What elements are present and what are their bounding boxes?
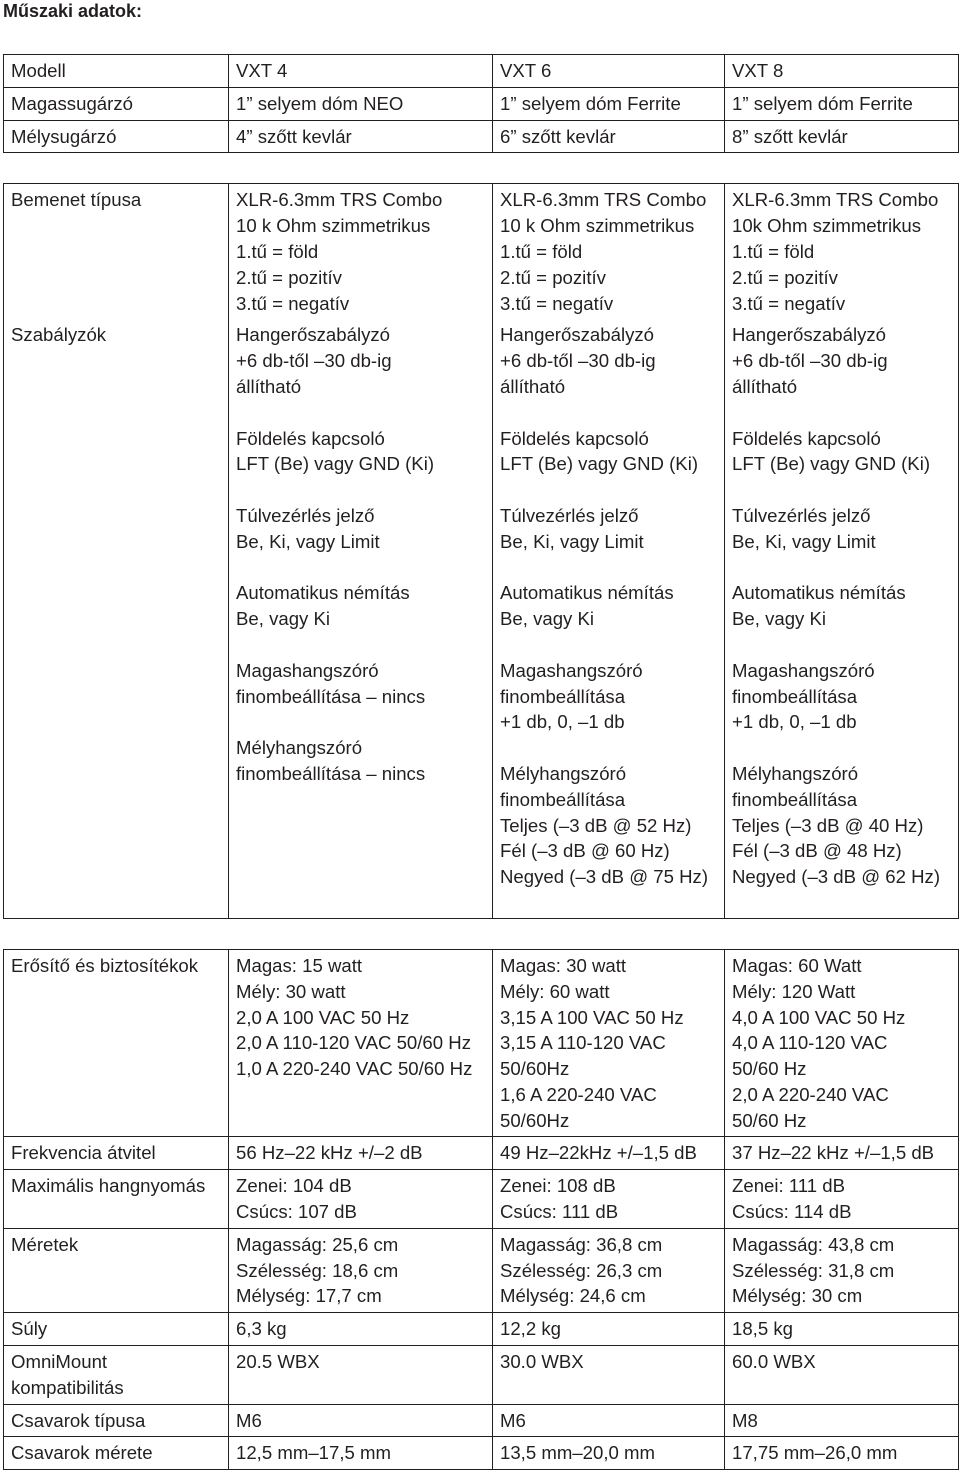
cell-line: LFT (Be) vagy GND (Ki) [732, 453, 931, 475]
table-cell [725, 1346, 959, 1405]
cell-line: Maximális hangnyomás [11, 1175, 206, 1197]
table-cell [493, 319, 725, 918]
cell-line: Magasság: 25,6 cm [236, 1233, 399, 1255]
cell-line: +6 db-től –30 db-ig [236, 350, 392, 372]
group-gap [732, 477, 958, 503]
group-gap [732, 400, 958, 426]
cell-line: Magas: 30 watt [500, 954, 627, 976]
cell-line: Csavarok típusa [11, 1409, 146, 1431]
table-cell [229, 949, 493, 1137]
table-row [4, 1137, 959, 1170]
table-row-input [4, 184, 959, 319]
cell-line: XLR-6.3mm TRS Combo [236, 189, 443, 211]
cell-line: Teljes (–3 dB @ 40 Hz) [732, 814, 924, 836]
table-cell [725, 1137, 959, 1170]
table-cell: 8” szőtt kevlár [725, 120, 959, 153]
table-row [4, 120, 959, 153]
cell-line: +1 db, 0, –1 db [500, 711, 625, 733]
table-row [4, 1404, 959, 1437]
cell-line: Mélyhangszóró [500, 762, 627, 784]
cell-line: 37 Hz–22 kHz +/–1,5 dB [732, 1142, 935, 1164]
table-cell [725, 1228, 959, 1312]
group-gap [236, 709, 492, 735]
cell-line: Automatikus némítás [732, 582, 906, 604]
cell-line: 1,0 A 220-240 VAC 50/60 Hz [236, 1058, 473, 1080]
cell-line: Be, vagy Ki [236, 608, 331, 630]
cell-line: 2.tű = pozitív [732, 266, 838, 288]
cell-line: 3.tű = negatív [500, 292, 614, 314]
cell-line: Mély: 120 Watt [732, 980, 856, 1002]
cell-line: 18,5 kg [732, 1318, 793, 1340]
cell-line: 2.tű = pozitív [236, 266, 342, 288]
table-cell [493, 1228, 725, 1312]
cell-line: Zenei: 104 dB [236, 1175, 352, 1197]
table-cell [229, 1404, 493, 1437]
table-cell [229, 1313, 493, 1346]
cell-line: Teljes (–3 dB @ 52 Hz) [500, 814, 692, 836]
table-spacer-row [4, 918, 959, 949]
spec-table [3, 54, 959, 1470]
group-gap [236, 555, 492, 581]
cell-line: Földelés kapcsoló [732, 427, 881, 449]
cell-line: Magasság: 43,8 cm [732, 1233, 895, 1255]
cell-line: 10k Ohm szimmetrikus [732, 215, 922, 237]
cell-line: Magas: 60 Watt [732, 954, 862, 976]
table-cell: 1” selyem dóm Ferrite [725, 87, 959, 120]
spec-table-body [4, 55, 959, 1470]
cell-line: Mély: 30 watt [236, 980, 346, 1002]
table-row [4, 1170, 959, 1229]
group-gap [236, 477, 492, 503]
cell-line: Automatikus némítás [236, 582, 410, 604]
row-label [4, 1313, 229, 1346]
page-title: Műszaki adatok: [3, 1, 143, 21]
table-spacer-row [4, 153, 959, 184]
table-cell [229, 319, 493, 918]
cell-line: Mélység: 24,6 cm [500, 1285, 646, 1307]
cell-line: 56 Hz–22 kHz +/–2 dB [236, 1142, 423, 1164]
table-cell [725, 319, 959, 918]
table-row [4, 87, 959, 120]
cell-line: M6 [500, 1409, 526, 1431]
table-cell [493, 1170, 725, 1229]
cell-line: 12,2 kg [500, 1318, 561, 1340]
cell-line: 1,6 A 220-240 VAC [500, 1083, 657, 1105]
cell-line: Frekvencia átvitel [11, 1142, 156, 1164]
table-cell [493, 1404, 725, 1437]
row-label [4, 1228, 229, 1312]
cell-line: Hangerőszabályzó [500, 324, 655, 346]
cell-line: 3,15 A 100 VAC 50 Hz [500, 1006, 684, 1028]
cell-line: 3.tű = negatív [236, 292, 350, 314]
cell-line: 50/60Hz [500, 1058, 570, 1080]
cell-line: +6 db-től –30 db-ig [732, 350, 888, 372]
cell-line: Csúcs: 107 dB [236, 1201, 357, 1223]
table-cell [725, 949, 959, 1137]
cell-line: 13,5 mm–20,0 mm [500, 1442, 656, 1464]
cell-line: 6,3 kg [236, 1318, 287, 1340]
cell-line: 10 k Ohm szimmetrikus [500, 215, 695, 237]
cell-line: OmniMount [11, 1351, 108, 1373]
cell-line: Méretek [11, 1233, 79, 1255]
table-cell [725, 1437, 959, 1470]
cell-line: 1.tű = föld [732, 240, 815, 262]
group-gap [732, 555, 958, 581]
cell-line: Súly [11, 1318, 48, 1340]
table-cell [229, 184, 493, 319]
cell-line: Mélyhangszóró [732, 762, 859, 784]
cell-line: +6 db-től –30 db-ig [500, 350, 656, 372]
table-row-model [4, 55, 959, 88]
table-cell [229, 1137, 493, 1170]
cell-line: Mélység: 17,7 cm [236, 1285, 382, 1307]
table-row [4, 1346, 959, 1405]
cell-line: 3,15 A 110-120 VAC [500, 1032, 666, 1054]
cell-line: Túlvezérlés jelző [500, 504, 639, 526]
cell-line: finombeállítása [500, 685, 626, 707]
table-cell [493, 949, 725, 1137]
row-label [4, 1404, 229, 1437]
cell-line: 50/60Hz [500, 1109, 570, 1131]
table-cell [725, 1170, 959, 1229]
table-row [4, 1228, 959, 1312]
group-gap [500, 400, 724, 426]
cell-line: 2,0 A 220-240 VAC [732, 1083, 889, 1105]
cell-line: 49 Hz–22kHz +/–1,5 dB [500, 1142, 697, 1164]
group-gap [500, 735, 724, 761]
cell-line: Mélység: 30 cm [732, 1285, 863, 1307]
cell-line: Csúcs: 114 dB [732, 1201, 852, 1223]
table-cell [493, 1346, 725, 1405]
group-gap [236, 400, 492, 426]
cell-line: 2,0 A 100 VAC 50 Hz [236, 1006, 410, 1028]
table-cell [725, 184, 959, 319]
model-name-vxt6: VXT 6 [493, 55, 725, 88]
cell-line: Hangerőszabályzó [236, 324, 391, 346]
cell-line: Mély: 60 watt [500, 980, 610, 1002]
cell-line: M8 [732, 1409, 758, 1431]
model-name-vxt4: VXT 4 [229, 55, 493, 88]
cell-line: 1.tű = föld [500, 240, 583, 262]
table-cell [229, 1437, 493, 1470]
cell-line: Zenei: 108 dB [500, 1175, 616, 1197]
cell-line: 12,5 mm–17,5 mm [236, 1442, 392, 1464]
cell-line: Magashangszóró [236, 659, 379, 681]
cell-line: 17,75 mm–26,0 mm [732, 1442, 898, 1464]
cell-line: Be, vagy Ki [732, 608, 827, 630]
cell-line: M6 [236, 1409, 262, 1431]
table-cell: 4” szőtt kevlár [229, 120, 493, 153]
table-spacer [4, 153, 959, 184]
table-row [4, 1313, 959, 1346]
cell-line: Csúcs: 111 dB [500, 1201, 619, 1223]
table-cell [493, 184, 725, 319]
row-label [4, 1137, 229, 1170]
cell-line: Túlvezérlés jelző [236, 504, 375, 526]
group-gap [500, 632, 724, 658]
cell-line: Földelés kapcsoló [500, 427, 649, 449]
cell-line: 20.5 WBX [236, 1351, 320, 1373]
row-label [4, 949, 229, 1137]
table-cell: 1” selyem dóm NEO [229, 87, 493, 120]
cell-line: 2.tű = pozitív [500, 266, 606, 288]
cell-line: Be, Ki, vagy Limit [500, 530, 644, 552]
table-cell: 1” selyem dóm Ferrite [493, 87, 725, 120]
cell-line: Erősítő és biztosítékok [11, 954, 199, 976]
cell-line: 1.tű = föld [236, 240, 319, 262]
group-gap [732, 735, 958, 761]
table-cell [725, 1313, 959, 1346]
row-label: Magassugárzó [4, 87, 229, 120]
cell-line: Magasság: 36,8 cm [500, 1233, 663, 1255]
cell-line: kompatibilitás [11, 1376, 124, 1398]
cell-line: Fél (–3 dB @ 60 Hz) [500, 840, 670, 862]
group-gap [236, 632, 492, 658]
cell-line: 4,0 A 110-120 VAC [732, 1032, 888, 1054]
cell-line: Szélesség: 31,8 cm [732, 1259, 895, 1281]
table-cell [229, 1346, 493, 1405]
table-spacer [4, 918, 959, 949]
cell-line: Szélesség: 18,6 cm [236, 1259, 399, 1281]
cell-line: Be, vagy Ki [500, 608, 595, 630]
row-label: Mélysugárzó [4, 120, 229, 153]
cell-line: 50/60 Hz [732, 1109, 807, 1131]
row-label [4, 1437, 229, 1470]
cell-line: Magashangszóró [732, 659, 875, 681]
cell-line: Földelés kapcsoló [236, 427, 385, 449]
group-gap [732, 632, 958, 658]
cell-line: 4,0 A 100 VAC 50 Hz [732, 1006, 906, 1028]
cell-line: XLR-6.3mm TRS Combo [732, 189, 939, 211]
cell-line: Magashangszóró [500, 659, 643, 681]
table-cell [229, 1228, 493, 1312]
row-label-model: Modell [4, 55, 229, 88]
cell-line: Mélyhangszóró [236, 737, 363, 759]
cell-line: XLR-6.3mm TRS Combo [500, 189, 707, 211]
cell-line: Zenei: 111 dB [732, 1175, 846, 1197]
table-cell [493, 1137, 725, 1170]
table-cell [493, 1313, 725, 1346]
cell-line: finombeállítása [500, 788, 626, 810]
cell-line: finombeállítása [732, 788, 858, 810]
cell-line: 10 k Ohm szimmetrikus [236, 215, 431, 237]
cell-line: Túlvezérlés jelző [732, 504, 871, 526]
table-cell [493, 1437, 725, 1470]
cell-line: Automatikus némítás [500, 582, 674, 604]
cell-line: Negyed (–3 dB @ 75 Hz) [500, 866, 709, 888]
cell-line: Csavarok mérete [11, 1442, 153, 1464]
cell-line: Szélesség: 26,3 cm [500, 1259, 663, 1281]
cell-line: finombeállítása [732, 685, 858, 707]
cell-line: állítható [236, 375, 302, 397]
cell-line: állítható [732, 375, 798, 397]
row-label: Bemenet típusa [4, 184, 229, 319]
cell-line: 2,0 A 110-120 VAC 50/60 Hz [236, 1032, 471, 1054]
cell-line: állítható [500, 375, 566, 397]
cell-line: 30.0 WBX [500, 1351, 584, 1373]
cell-line: 60.0 WBX [732, 1351, 816, 1373]
row-label [4, 1170, 229, 1229]
cell-line: Hangerőszabályzó [732, 324, 887, 346]
cell-line: Fél (–3 dB @ 48 Hz) [732, 840, 902, 862]
model-name-vxt8: VXT 8 [725, 55, 959, 88]
cell-line: Magas: 15 watt [236, 954, 363, 976]
group-gap [500, 555, 724, 581]
cell-line: LFT (Be) vagy GND (Ki) [500, 453, 699, 475]
cell-line: +1 db, 0, –1 db [732, 711, 857, 733]
row-label [4, 1346, 229, 1405]
table-cell [725, 1404, 959, 1437]
group-gap [500, 477, 724, 503]
cell-line: finombeállítása – nincs [236, 762, 426, 784]
row-label: Szabályzók [4, 319, 229, 918]
cell-line: 50/60 Hz [732, 1058, 807, 1080]
cell-line: 3.tű = negatív [732, 292, 846, 314]
cell-line: LFT (Be) vagy GND (Ki) [236, 453, 435, 475]
cell-line: Negyed (–3 dB @ 62 Hz) [732, 866, 941, 888]
table-row [4, 1437, 959, 1470]
cell-line: Be, Ki, vagy Limit [236, 530, 380, 552]
table-row-controls [4, 319, 959, 918]
table-row [4, 949, 959, 1137]
table-cell [229, 1170, 493, 1229]
table-cell: 6” szőtt kevlár [493, 120, 725, 153]
cell-line: Be, Ki, vagy Limit [732, 530, 876, 552]
cell-line: finombeállítása – nincs [236, 685, 426, 707]
